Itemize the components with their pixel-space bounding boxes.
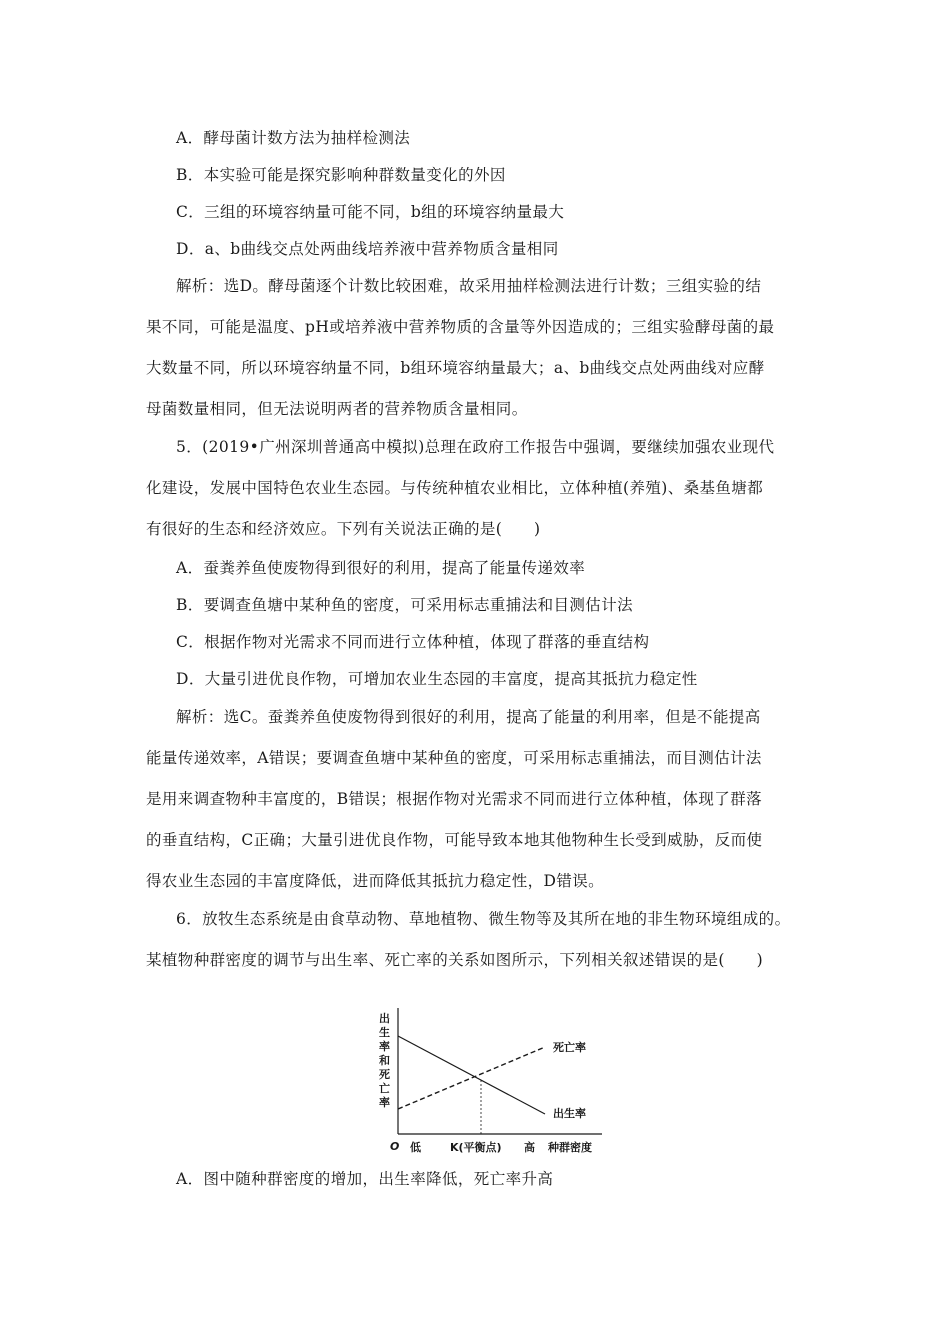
y-axis-label-char: 生 (379, 1026, 390, 1039)
origin-label: O (390, 1140, 400, 1153)
birth-rate-label: 出生率 (553, 1107, 586, 1120)
q5-stem-line-3: 有很好的生态和经济效应。下列有关说法正确的是( ) (146, 520, 541, 538)
q5-analysis-line-4: 的垂直结构，C正确；大量引进优良作物，可能导致本地其他物种生长受到威胁，反而使 (146, 831, 763, 849)
x-low-label: 低 (410, 1141, 421, 1154)
q5-stem-line-1: 5．(2019•广州深圳普通高中模拟)总理在政府工作报告中强调，要继续加强农业现代 (176, 438, 775, 456)
y-axis-label-char: 死 (379, 1068, 390, 1081)
q5-analysis-line-5: 得农业生态园的丰富度降低，进而降低其抵抗力稳定性，D错误。 (146, 872, 605, 890)
death-rate-line (398, 1047, 545, 1109)
q5-analysis-line-1: 解析：选C。蚕粪养鱼使废物得到很好的利用，提高了能量的利用率，但是不能提高 (176, 708, 761, 726)
q5-option-a: A．蚕粪养鱼使废物得到很好的利用，提高了能量传递效率 (176, 559, 586, 577)
q4-analysis-line-2: 果不同，可能是温度、pH或培养液中营养物质的含量等外因造成的；三组实验酵母菌的最 (146, 318, 775, 336)
x-axis-label: 种群密度 (548, 1141, 592, 1154)
x-high-label: 高 (524, 1141, 535, 1154)
q5-option-c: C．根据作物对光需求不同而进行立体种植，体现了群落的垂直结构 (176, 633, 650, 651)
q4-analysis-line-3: 大数量不同，所以环境容纳量不同，b组环境容纳量最大；a、b曲线交点处两曲线对应酵 (146, 359, 765, 377)
density-rate-figure (370, 1000, 610, 1160)
x-k-label: K(平衡点) (450, 1141, 502, 1154)
q6-stem-line-1: 6．放牧生态系统是由食草动物、草地植物、微生物等及其所在地的非生物环境组成的。 (176, 910, 791, 928)
q6-option-a: A．图中随种群密度的增加，出生率降低，死亡率升高 (176, 1170, 554, 1188)
y-axis-label-char: 和 (379, 1054, 390, 1067)
q4-analysis-line-4: 母菌数量相同，但无法说明两者的营养物质含量相同。 (146, 400, 528, 418)
q4-option-a: A．酵母菌计数方法为抽样检测法 (176, 129, 411, 147)
y-axis-label-char: 率 (379, 1040, 390, 1053)
y-axis-label-char: 亡 (379, 1082, 390, 1095)
birth-rate-line (398, 1036, 545, 1114)
q5-option-b: B．要调查鱼塘中某种鱼的密度，可采用标志重捕法和目测估计法 (176, 596, 633, 614)
q5-analysis-line-2: 能量传递效率，A错误；要调查鱼塘中某种鱼的密度，可采用标志重捕法，而目测估计法 (146, 749, 762, 767)
q4-option-b: B．本实验可能是探究影响种群数量变化的外因 (176, 166, 506, 184)
q4-option-c: C．三组的环境容纳量可能不同，b组的环境容纳量最大 (176, 203, 565, 221)
q5-stem-line-2: 化建设，发展中国特色农业生态园。与传统种植农业相比，立体种植(养殖)、桑基鱼塘都 (146, 479, 764, 497)
q4-analysis-line-1: 解析：选D。酵母菌逐个计数比较困难，故采用抽样检测法进行计数；三组实验的结 (176, 277, 762, 295)
q5-option-d: D．大量引进优良作物，可增加农业生态园的丰富度，提高其抵抗力稳定性 (176, 670, 698, 688)
death-rate-label: 死亡率 (553, 1041, 586, 1054)
y-axis-label-char: 率 (379, 1096, 390, 1109)
q5-analysis-line-3: 是用来调查物种丰富度的，B错误；根据作物对光需求不同而进行立体种植，体现了群落 (146, 790, 762, 808)
q4-option-d: D．a、b曲线交点处两曲线培养液中营养物质含量相同 (176, 240, 559, 258)
q6-stem-line-2: 某植物种群密度的调节与出生率、死亡率的关系如图所示，下列相关叙述错误的是( ) (146, 951, 764, 969)
y-axis-label-char: 出 (379, 1012, 390, 1025)
